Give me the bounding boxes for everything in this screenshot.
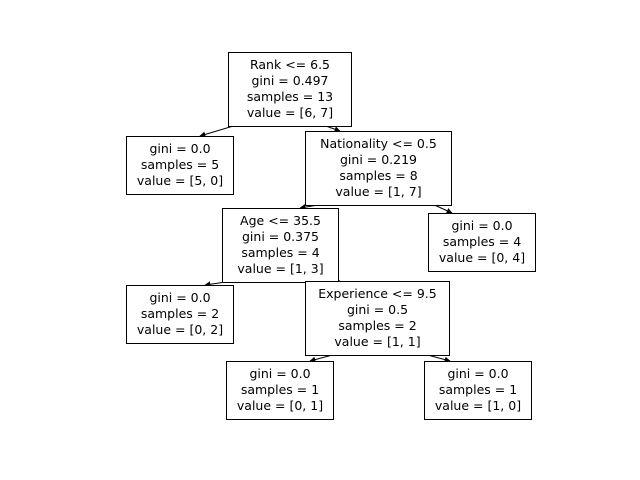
node-samples: samples = 4 [241, 245, 320, 260]
tree-node-experience [305, 281, 450, 356]
node-gini: gini = 0.5 [346, 302, 409, 317]
node-gini: gini = 0.0 [447, 366, 509, 381]
node-gini: gini = 0.0 [249, 366, 311, 381]
node-value: value = [0, 2] [136, 322, 224, 337]
node-samples: samples = 4 [442, 234, 522, 249]
node-gini: gini = 0.0 [149, 290, 211, 305]
node-samples: samples = 2 [338, 318, 417, 333]
node-samples: samples = 5 [140, 157, 220, 172]
node-value: value = [1, 3] [237, 261, 324, 276]
node-value: value = [1, 7] [335, 184, 422, 199]
tree-node-leaf-nationality-false [428, 213, 536, 272]
node-value: value = [6, 7] [246, 105, 334, 120]
node-gini: gini = 0.0 [149, 141, 211, 156]
node-value: value = [0, 4] [438, 250, 526, 265]
node-condition: Age <= 35.5 [240, 213, 321, 228]
node-gini: gini = 0.0 [451, 218, 513, 233]
node-gini: gini = 0.497 [251, 73, 329, 88]
node-samples: samples = 13 [246, 89, 334, 104]
tree-node-nationality [305, 131, 452, 206]
node-condition: Experience <= 9.5 [318, 286, 437, 301]
node-samples: samples = 1 [240, 382, 320, 397]
node-value: value = [1, 0] [434, 398, 522, 413]
node-value: value = [5, 0] [136, 173, 224, 188]
tree-node-leaf-exp-true [226, 361, 334, 420]
tree-node-leaf-rank-true [126, 136, 234, 195]
tree-node-age [222, 208, 339, 283]
tree-node-leaf-age-true [126, 285, 234, 344]
node-gini: gini = 0.219 [339, 152, 417, 167]
node-gini: gini = 0.375 [241, 229, 319, 244]
node-samples: samples = 8 [339, 168, 418, 183]
node-value: value = [1, 1] [334, 334, 421, 349]
node-samples: samples = 1 [438, 382, 518, 397]
tree-node-leaf-exp-false [424, 361, 532, 420]
node-condition: Rank <= 6.5 [249, 57, 330, 72]
node-condition: Nationality <= 0.5 [320, 136, 437, 151]
tree-node-root [228, 52, 352, 127]
node-samples: samples = 2 [140, 306, 220, 321]
node-value: value = [0, 1] [236, 398, 324, 413]
